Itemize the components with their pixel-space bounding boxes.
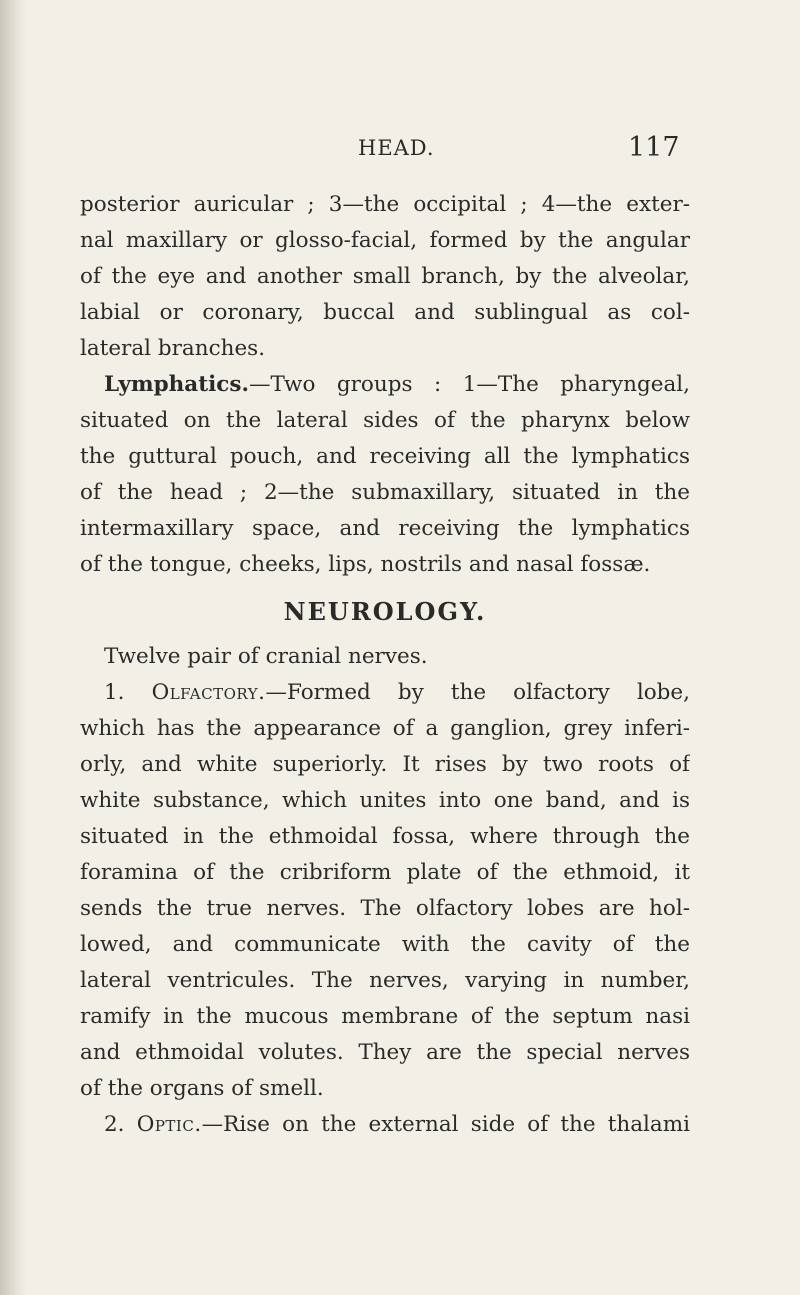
text-line: situated on the lateral sides of the pharynx below [80, 408, 690, 433]
text-line: of the tongue, cheeks, lips, nostrils and nasal fossæ. [80, 552, 651, 577]
lymphatics-paragraph [80, 367, 690, 583]
arteries-paragraph [80, 187, 690, 367]
text-line: and ethmoidal volutes. They are the special nerves [80, 1040, 690, 1065]
page-edge-shadow [0, 0, 26, 1295]
text-line: sends the true nerves. The olfactory lobes are hol- [80, 896, 690, 921]
text-line: lowed, and communicate with the cavity of the [80, 932, 690, 957]
text-line: of the organs of smell. [80, 1076, 324, 1101]
neurology-intro: Twelve pair of cranial nerves. [104, 644, 428, 669]
neurology-heading-row [80, 583, 690, 639]
olfactory-first-line: —Formed by the olfactory lobe, [265, 680, 690, 705]
optic-heading: Optic. [136, 1112, 202, 1137]
text-line: lateral branches. [80, 336, 266, 361]
text-line: labial or coronary, buccal and sublingual as col- [80, 300, 690, 325]
text-line: nal maxillary or glosso-facial, formed by the angular [80, 228, 690, 253]
optic-paragraph [80, 1107, 690, 1143]
text-line: posterior auricular ; 3—the occipital ; 4—the exter- [80, 192, 690, 217]
page-header [0, 128, 800, 168]
olfactory-heading: Olfactory. [151, 680, 266, 705]
lymphatics-first-line: —Two groups : 1—The pharyngeal, [248, 372, 690, 397]
text-line: ramify in the mucous membrane of the septum nasi [80, 1004, 690, 1029]
page-number: 117 [628, 132, 680, 163]
text-line [80, 367, 690, 403]
lymphatics-heading: Lymphatics. [104, 372, 249, 397]
text-line: foramina of the cribriform plate of the ethmoid, it [80, 860, 690, 885]
optic-number: 2. [104, 1112, 125, 1137]
text-line: situated in the ethmoidal fossa, where through the [80, 824, 690, 849]
body-text [80, 187, 690, 1143]
text-line: lateral ventricules. The nerves, varying in number, [80, 968, 690, 993]
olfactory-number: 1. [104, 680, 125, 705]
text-line [80, 1107, 690, 1143]
text-line: of the head ; 2—the submaxillary, situated in the [80, 480, 690, 505]
running-head: HEAD. [358, 136, 435, 160]
text-line: which has the appearance of a ganglion, grey inferi- [80, 716, 690, 741]
olfactory-paragraph [80, 675, 690, 1107]
section-heading: NEUROLOGY. [283, 597, 487, 626]
text-line: intermaxillary space, and receiving the lymphatics [80, 516, 690, 541]
optic-first-line: —Rise on the external side of the thalami [201, 1112, 690, 1137]
text-line [80, 675, 690, 711]
text-line: the guttural pouch, and receiving all the lymphatics [80, 444, 690, 469]
text-line: of the eye and another small branch, by the alveolar, [80, 264, 690, 289]
text-line: orly, and white superiorly. It rises by two roots of [80, 752, 690, 777]
text-line: white substance, which unites into one band, and is [80, 788, 690, 813]
